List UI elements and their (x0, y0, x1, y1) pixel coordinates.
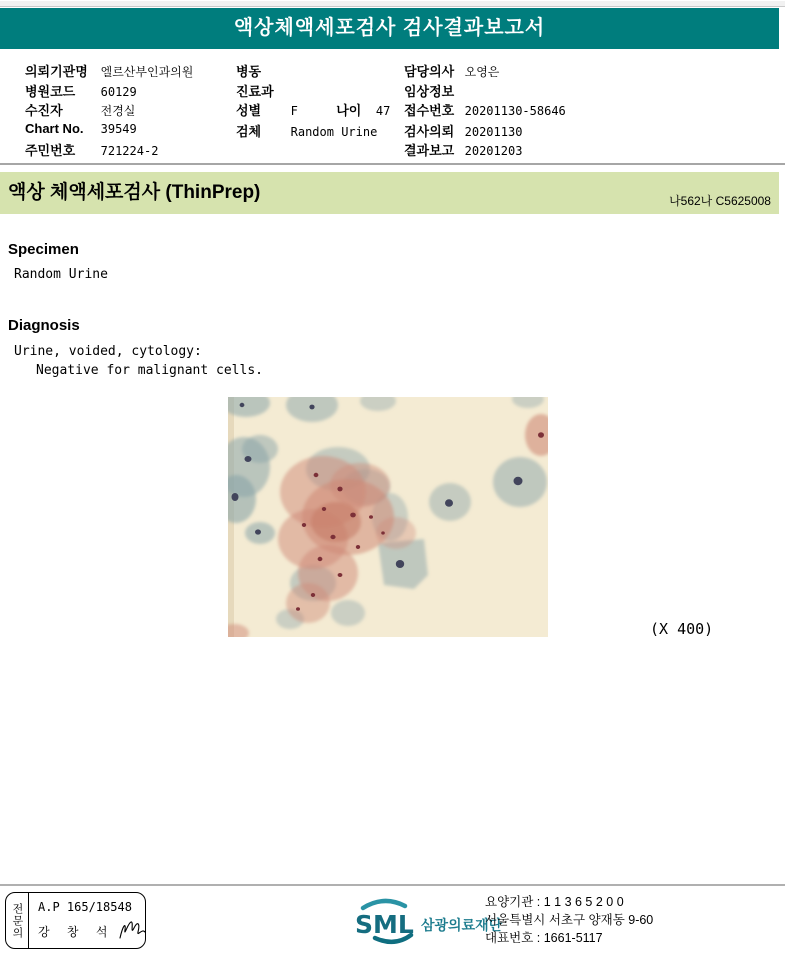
field-label: Chart No. (25, 121, 84, 136)
field-value: 오영은 (464, 65, 500, 79)
field-label: 검체 (236, 124, 262, 139)
field-label: 검사의뢰 (404, 124, 455, 139)
lab-phone: 대표번호 : 1661-5117 (485, 931, 603, 945)
field-value: 20201130-58646 (464, 104, 566, 118)
field-value: 20201130 (464, 125, 523, 139)
field-value: 엘르산부인과의원 (100, 65, 194, 79)
field-label: 병동 (236, 64, 262, 79)
field-value: 39549 (100, 122, 137, 136)
pathologist-signature-box (5, 892, 146, 949)
sml-logo-icon (353, 895, 415, 947)
field-label: 임상정보 (404, 84, 455, 99)
field-chart-no (25, 121, 137, 137)
field-value: 전경실 (100, 104, 136, 118)
window-top-strip (0, 0, 785, 7)
field-resident-id (25, 140, 158, 156)
field-value: 721224-2 (100, 144, 159, 158)
field-label: 주민번호 (25, 143, 76, 158)
svg-text:SML: SML (355, 910, 414, 939)
field-value: Random Urine (290, 125, 378, 139)
lab-logo-block (353, 895, 502, 947)
field-label: 진료과 (236, 84, 274, 99)
field-value: 47 (375, 104, 391, 118)
diagnosis-line-2: Negative for malignant cells. (36, 363, 263, 378)
test-billing-code: 나562나 C5625008 (669, 194, 771, 208)
field-requesting-institution (25, 61, 193, 77)
test-section-bar (0, 172, 779, 214)
field-attending-doctor (404, 61, 499, 77)
lab-name: 삼광의료재단 (421, 917, 503, 933)
field-patient-name (25, 100, 135, 116)
lab-contact-block (485, 893, 653, 947)
field-label: 수진자 (25, 103, 63, 118)
field-ward (236, 61, 287, 77)
specialist-vertical-label: 전문의 (6, 893, 29, 948)
field-label: 담당의사 (404, 64, 455, 79)
header-divider-line (0, 163, 785, 165)
specimen-heading: Specimen (8, 241, 79, 258)
report-title: 액상체액세포검사 검사결과보고서 (233, 17, 546, 39)
micrograph-image (228, 397, 548, 637)
field-hospital-code (25, 81, 137, 97)
field-label: 성별 (236, 103, 262, 118)
field-label: 병원코드 (25, 84, 76, 99)
specimen-value: Random Urine (14, 267, 108, 282)
diagnosis-heading: Diagnosis (8, 317, 80, 334)
pathologist-name: 강 창 석 (38, 924, 115, 939)
field-clinical-info (404, 81, 461, 97)
field-accession-no (404, 100, 566, 116)
report-header-bar (0, 8, 779, 49)
field-value: 60129 (100, 85, 137, 99)
field-report-date (404, 140, 522, 156)
field-order-date (404, 121, 522, 137)
footer-divider-line (0, 884, 785, 886)
field-value: 20201203 (464, 144, 523, 158)
lab-address: 서울특별시 서초구 양재동 9-60 (485, 913, 654, 927)
field-sex-age (236, 100, 390, 116)
field-value: F (290, 104, 298, 118)
test-section-title: 액상 체액세포검사 (ThinPrep) (8, 182, 261, 203)
field-department (236, 81, 287, 97)
field-specimen-type (236, 121, 377, 137)
diagnosis-line-1: Urine, voided, cytology: (14, 344, 202, 359)
magnification-label: (X 400) (650, 620, 714, 638)
signature-icon (116, 919, 146, 943)
field-label: 접수번호 (404, 103, 455, 118)
field-label: 의뢰기관명 (25, 64, 88, 79)
lab-institution-number: 요양기관 : 1 1 3 6 5 2 0 0 (485, 895, 624, 909)
certificate-number: A.P 165/18548 (38, 900, 132, 914)
field-label: 나이 (336, 103, 362, 118)
field-label: 결과보고 (404, 143, 455, 158)
